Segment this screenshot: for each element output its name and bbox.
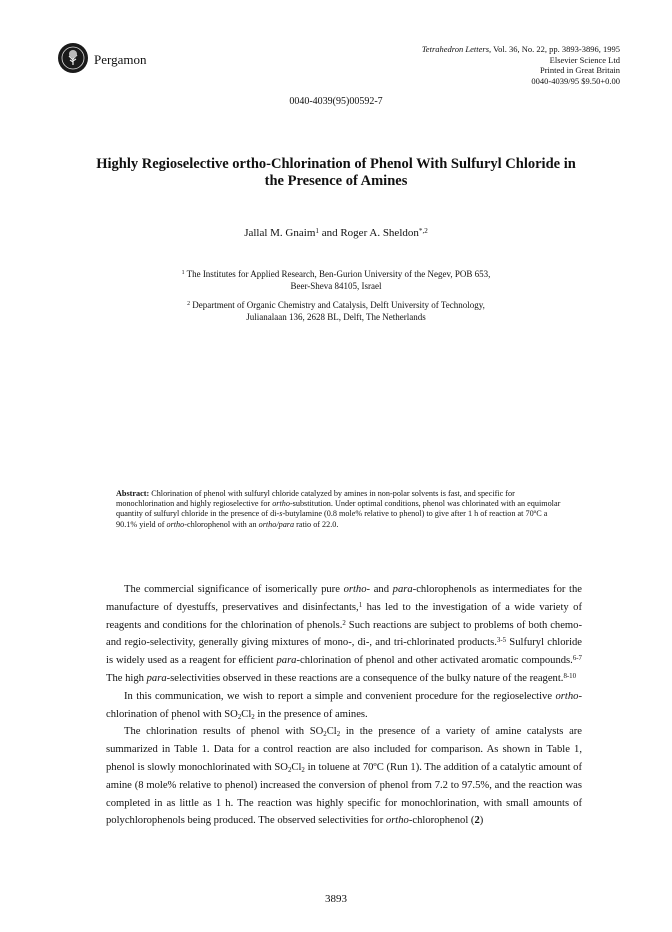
affil-1-num: 1 <box>181 270 185 277</box>
affiliation-2 <box>0 299 672 323</box>
affil-1-line1: The Institutes for Applied Research, Ben-Gurion University of the Negev, POB 653, <box>184 269 491 279</box>
elsevier-tree-logo-icon <box>58 43 88 73</box>
author-conj: and <box>318 227 341 239</box>
abstract-label: Abstract: <box>116 489 150 498</box>
affiliation-1 <box>0 268 672 292</box>
author-line <box>0 227 672 239</box>
author-2: Roger A. Sheldon <box>340 227 419 239</box>
journal-header <box>422 44 620 86</box>
publisher-name: Pergamon <box>94 52 147 67</box>
affil-2-line2: Julianalaan 136, 2628 BL, Delft, The Netherlands <box>246 312 426 322</box>
printed-line: Printed in Great Britain <box>539 65 620 75</box>
author-1-affil: 1 <box>315 226 319 235</box>
journal-citation <box>422 44 620 55</box>
affil-2-line1: Department of Organic Chemistry and Catalysis, Delft University of Technology, <box>190 300 485 310</box>
paragraph-3: The chlorination results of phenol with $SO_2Cl_2$ in the presence of a variety of amine catalysts are summarized in Table 1. Data for a control reaction are also included for comparison. As shown in Table 1, phenol is slowly monochlorinated with $SO_2Cl_2$ in toluene at 70ºC (Run 1). The addition of a catalytic amount of amine (8 mole% relative to phenol) increased the conversion of phenol from 7.2 to 97.5%, and the reaction was completed in as little as 1 h. The reaction was highly specific for monochlorination, with small amounts of polychlorophenols being produced. The observed selectivities for ortho-chlorophenol (2) <box>106 726 582 827</box>
affil-2-num: 2 <box>187 301 191 308</box>
author-2-affil: *,2 <box>418 226 428 235</box>
body-text <box>106 581 582 830</box>
journal-name: Tetrahedron Letters, <box>421 44 492 54</box>
citation-details: Vol. 36, No. 22, pp. 3893-3896, 1995 <box>491 44 620 54</box>
publisher-line: Elsevier Science Ltd <box>549 54 620 65</box>
author-1: Jallal M. Gnaim <box>244 227 316 239</box>
doi-code: 0040-4039(95)00592-7 <box>289 96 383 107</box>
page-number: 3893 <box>325 893 347 905</box>
abstract: Abstract: Chlorination of phenol with sulfuryl chloride catalyzed by amines in non-polar solvents is fast, and specific for monochlorination and highly regioselective for ortho-substitution. Under optimal conditions, phenol was chlorinated with an equimolar quantity of sulfuryl chloride in the presence of di-s-butylamine (0.8 mole% relative to phenol) to give after 1 h of reaction at 70ºC a 90.1% yield of ortho-chlorophenol with an ortho/para ratio of 22.0. <box>116 489 561 529</box>
paper-title: Highly Regioselective ortho-Chlorination of Phenol With Sulfuryl Chloride in the Presence of Amines <box>96 156 576 189</box>
price-line: 0040-4039/95 $9.50+0.00 <box>531 75 620 86</box>
paragraph-2: In this communication, we wish to report a simple and convenient procedure for the regioselective ortho-chlorination of phenol with $SO_2Cl_2$ in the presence of amines. <box>106 690 582 721</box>
affil-1-line2: Beer-Sheva 84105, Israel <box>290 281 382 291</box>
paragraph-1: The commercial significance of isomerically pure ortho- and para-chlorophenols as intermediates for the manufacture of dyestuffs, preservatives and disinfectants,$^1$ has led to the investigation of a wide variety of reagents and conditions for the chlorination of phenols.$^2$ Such reactions are subject to problems of both chemo- and regio-selectivity, generally giving mixtures of mono-, di-, and tri-chlorinated products.$^{3-5}$ Sulfuryl chloride is widely used as a reagent for efficient para-chlorination of phenol and other activated aromatic compounds.$^{6-7}$ The high para-selectivities observed in these reactions are a consequence of the bulky nature of the reagent.$^{8-10}$ <box>106 584 583 684</box>
